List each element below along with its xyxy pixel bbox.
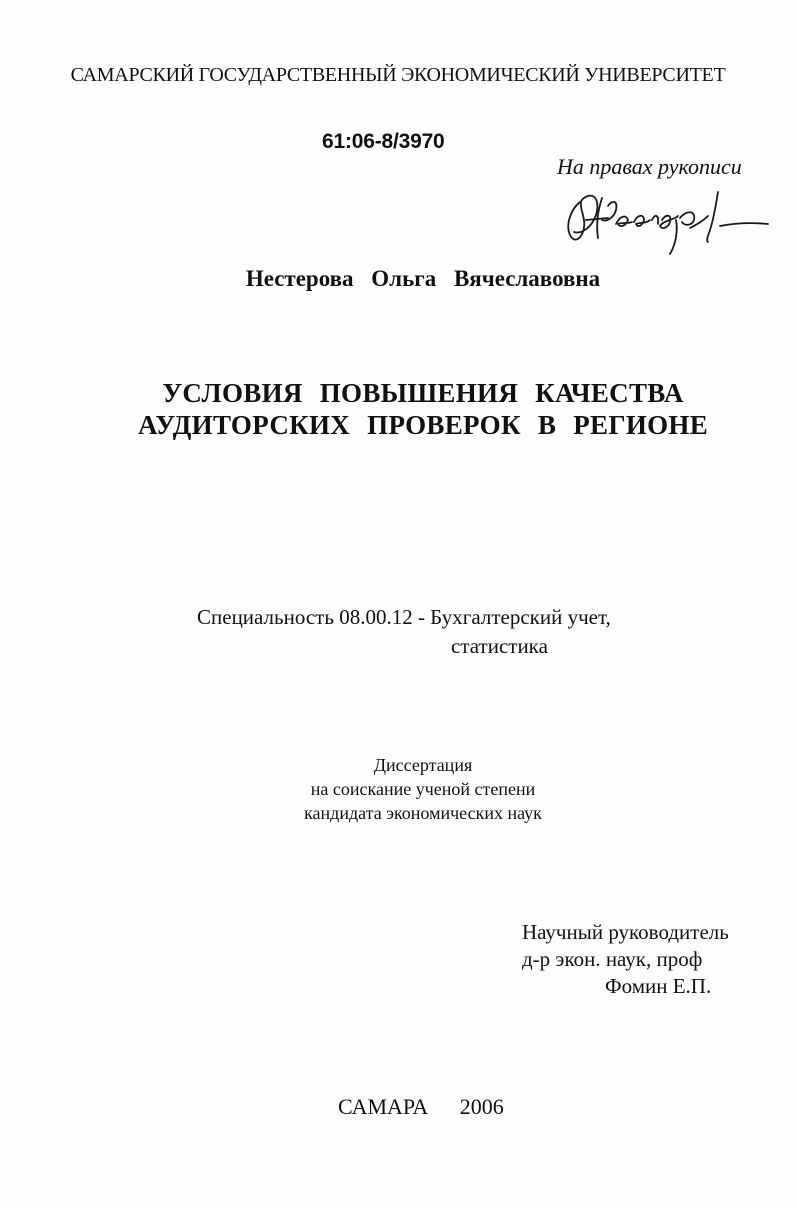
- author-name: Нестерова Ольга Вячеславовна: [245, 266, 601, 291]
- supervisor-name: Фомин Е.П.: [605, 974, 712, 998]
- specialty-line-2: статистика: [451, 634, 548, 658]
- supervisor-role: Научный руководитель: [522, 920, 729, 944]
- author-signature: [558, 180, 776, 262]
- university-name: САМАРСКИЙ ГОСУДАРСТВЕННЫЙ ЭКОНОМИЧЕСКИЙ УНИВЕРСИТЕТ: [70, 64, 726, 86]
- registry-number: 61:06-8/3970: [322, 130, 445, 153]
- supervisor-degree: д-р экон. наук, проф: [522, 947, 703, 971]
- degree-name: кандидата экономических наук: [304, 803, 542, 823]
- dissertation-title-line-1: УСЛОВИЯ ПОВЫШЕНИЯ КАЧЕСТВА: [162, 378, 684, 408]
- manuscript-rights-note: На правах рукописи: [557, 154, 742, 179]
- dissertation-label: Диссертация: [373, 755, 473, 775]
- city-and-year: САМАРА 2006: [338, 1094, 504, 1119]
- specialty-line-1: Специальность 08.00.12 - Бухгалтерский учет,: [197, 605, 611, 629]
- dissertation-title-line-2: АУДИТОРСКИХ ПРОВЕРОК В РЕГИОНЕ: [137, 410, 709, 440]
- degree-purpose: на соискание ученой степени: [310, 779, 536, 799]
